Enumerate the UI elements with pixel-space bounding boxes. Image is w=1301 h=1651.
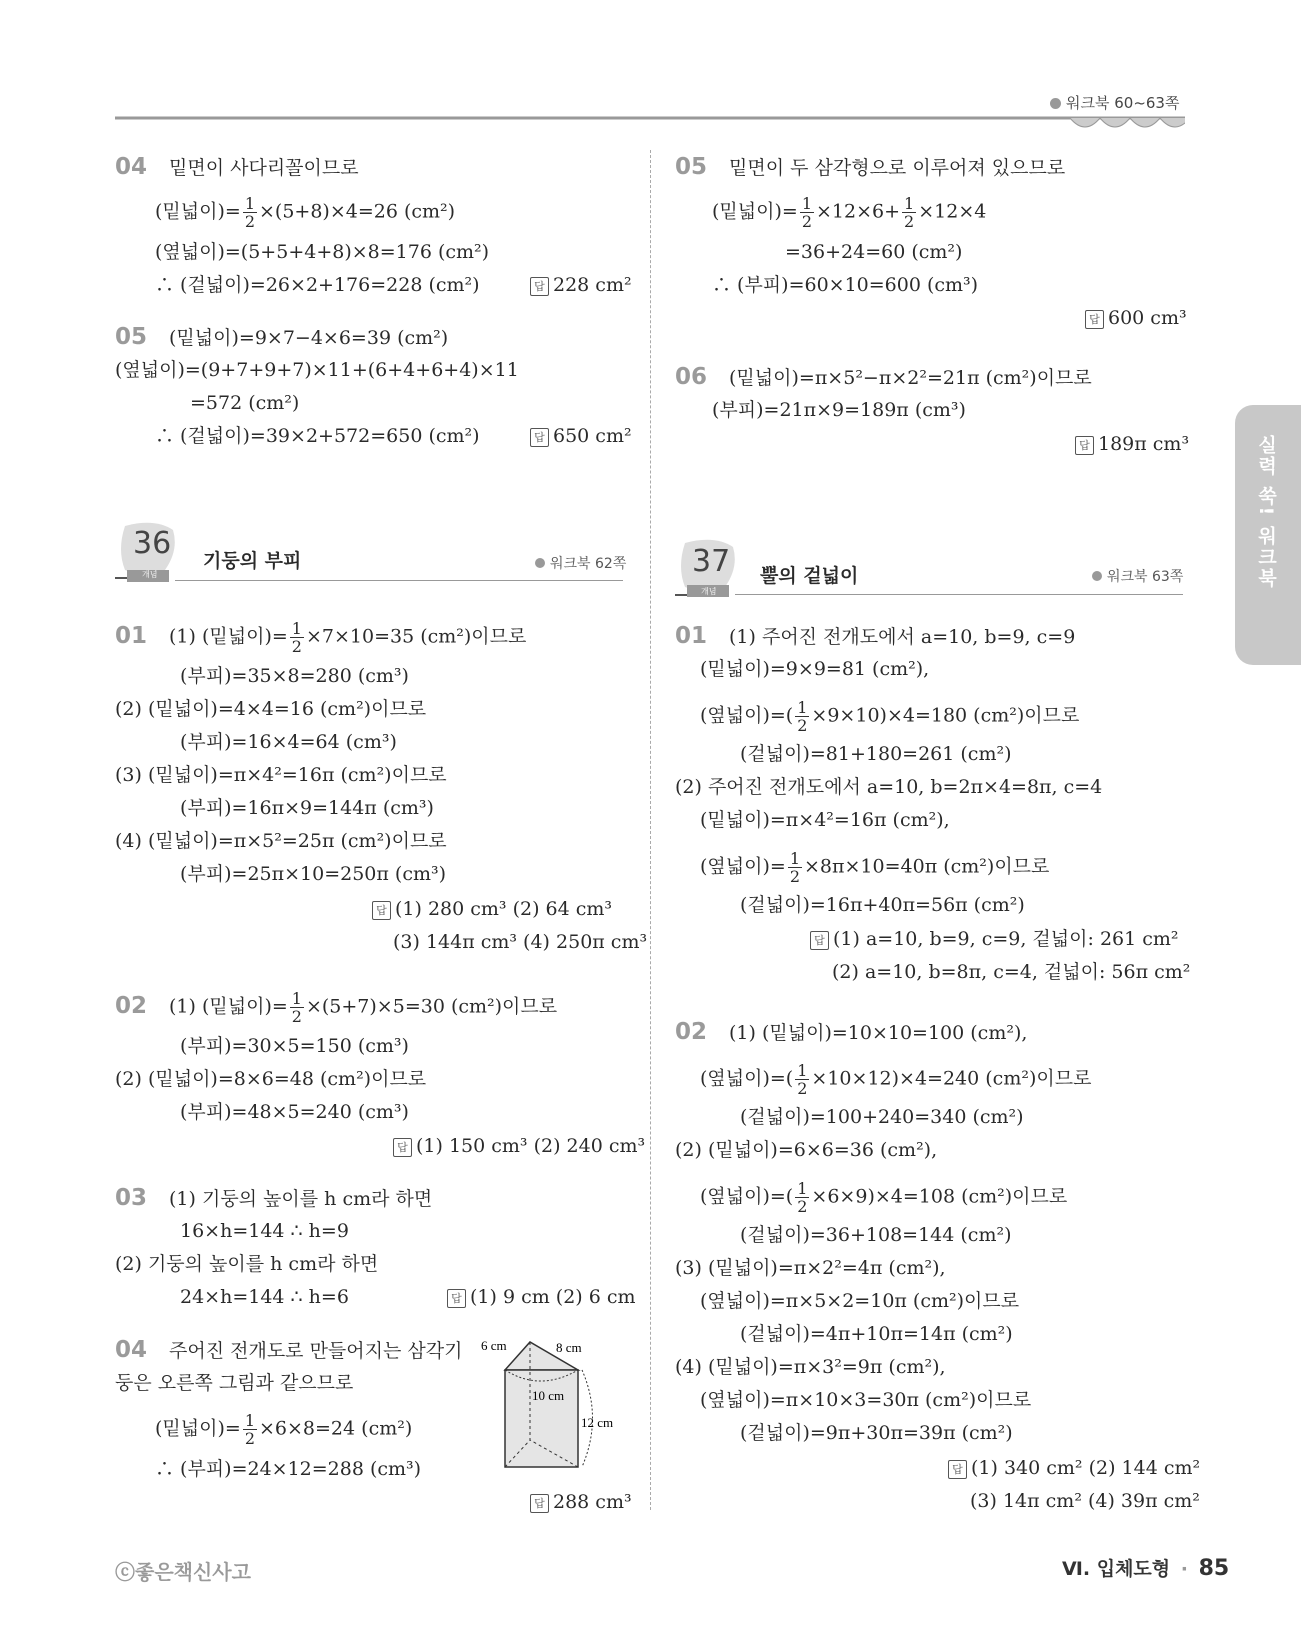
problem-line: 05 밑면이 두 삼각형으로 이루어져 있으므로 [675, 154, 1066, 180]
problem-line: (부피)=30×5=150 (cm³) [180, 1035, 409, 1057]
problem-line: 24×h=144 ∴ h=6 [180, 1286, 349, 1308]
footer-bullet: · [1180, 1558, 1188, 1580]
answer-mark: 답 [1085, 310, 1104, 329]
answer: 답 650 cm² [530, 424, 632, 448]
section-title: 기둥의 부피 [203, 550, 302, 572]
section-ref: 워크북 62쪽 [535, 553, 626, 573]
side-tab[interactable] [1235, 405, 1301, 665]
answer: (3) 14π cm² (4) 39π cm² [970, 1490, 1200, 1512]
header-ref: 워크북 60~63쪽 [1050, 92, 1179, 113]
problem-line: (옆넓이)= $\frac{1}{2}$ ×8π×10=40π (cm²)이므로 [700, 849, 1050, 886]
problem-line: (밑넓이)=π×4²=16π (cm²), [700, 809, 950, 831]
problem-line: (옆넓이)=( $\frac{1}{2}$ ×6×9)×4=108 (cm²)이므로 [700, 1179, 1068, 1216]
problem-line: 01 (1) 주어진 전개도에서 a=10, b=9, c=9 [675, 623, 1076, 649]
problem-line: (3) (밑넓이)=π×2²=4π (cm²), [675, 1257, 946, 1279]
problem-line: (밑넓이)=9×9=81 (cm²), [700, 658, 930, 680]
problem-line: (겉넓이)=9π+30π=39π (cm²) [740, 1422, 1013, 1444]
section-tag: 개념 [142, 570, 158, 579]
problem-line: ∴ (부피)=24×12=288 (cm³) [155, 1458, 422, 1480]
section-number: 37 [692, 544, 731, 579]
problem-line: =36+24=60 (cm²) [785, 241, 963, 263]
problem-line: 03 (1) 기둥의 높이를 h cm라 하면 [115, 1185, 433, 1211]
problem-line: 01 (1) (밑넓이)= $\frac{1}{2}$ ×7×10=35 (cm²)이므로 [115, 619, 527, 656]
label-12cm: 12 cm [581, 1415, 614, 1430]
problem-line: (옆넓이)=π×5×2=10π (cm²)이므로 [700, 1290, 1020, 1312]
triangular-prism-figure [478, 1330, 628, 1480]
fraction: $\frac{1}{2}$ [291, 989, 302, 1026]
problem-line: 04 밑면이 사다리꼴이므로 [115, 154, 359, 180]
problem-line: (겉넓이)=81+180=261 (cm²) [740, 743, 1012, 765]
problem-line: (부피)=35×8=280 (cm³) [180, 665, 409, 687]
answer: 답 (1) 280 cm³ (2) 64 cm³ [372, 897, 612, 921]
problem-line: (2) 주어진 전개도에서 a=10, b=2π×4=8π, c=4 [675, 776, 1103, 798]
answer: 답 (1) 340 cm² (2) 144 cm² [948, 1456, 1200, 1480]
problem-line: (겉넓이)=4π+10π=14π (cm²) [740, 1323, 1013, 1345]
answer: 답 (1) a=10, b=9, c=9, 겉넓이: 261 cm² [810, 927, 1179, 951]
problem-line: 02 (1) (밑넓이)=10×10=100 (cm²), [675, 1019, 1028, 1045]
page-number: 85 [1198, 1556, 1230, 1581]
fraction: $\frac{1}{2}$ [291, 619, 302, 656]
problem-line: (옆넓이)=( $\frac{1}{2}$ ×10×12)×4=240 (cm²)이므로 [700, 1061, 1092, 1098]
problem-line: (겉넓이)=16π+40π=56π (cm²) [740, 894, 1025, 916]
problem-line: (밑넓이)= $\frac{1}{2}$ ×6×8=24 (cm²) [155, 1411, 413, 1448]
problem-line: 02 (1) (밑넓이)= $\frac{1}{2}$ ×(5+7)×5=30 (cm²)이므로 [115, 989, 558, 1026]
answer-mark: 답 [393, 1138, 412, 1157]
problem-line: (겉넓이)=100+240=340 (cm²) [740, 1106, 1024, 1128]
answer-mark: 답 [447, 1289, 466, 1308]
section-rule [175, 580, 623, 581]
answer-mark: 답 [530, 428, 549, 447]
header-rule [115, 108, 1185, 138]
publisher-logo: ⓒ좋은책신사고 [115, 1560, 251, 1584]
footer-page [1062, 1554, 1229, 1581]
fraction: $\frac{1}{2}$ [244, 194, 255, 231]
problem-line: (옆넓이)=( $\frac{1}{2}$ ×9×10)×4=180 (cm²)이므로 [700, 698, 1080, 735]
fraction: $\frac{1}{2}$ [801, 194, 812, 231]
problem-line: (옆넓이)=(5+5+4+8)×8=176 (cm²) [155, 241, 490, 263]
section-number: 36 [133, 526, 172, 561]
problem-line: =572 (cm²) [190, 392, 300, 414]
answer-mark: 답 [530, 277, 549, 296]
problem-line: 둥은 오른쪽 그림과 같으므로 [115, 1372, 354, 1394]
problem-line: ∴ (부피)=60×10=600 (cm³) [712, 274, 979, 296]
section-ref: 워크북 63쪽 [1092, 566, 1183, 586]
problem-line: (부피)=25π×10=250π (cm³) [180, 863, 447, 885]
answer-mark: 답 [1075, 436, 1094, 455]
problem-line: ∴ (겉넓이)=39×2+572=650 (cm²) [155, 425, 480, 447]
column-divider [650, 150, 651, 1510]
problem-line: (2) (밑넓이)=8×6=48 (cm²)이므로 [115, 1068, 427, 1090]
answer-mark: 답 [372, 901, 391, 920]
fraction: $\frac{1}{2}$ [904, 194, 915, 231]
problem-line: (2) 기둥의 높이를 h cm라 하면 [115, 1253, 379, 1275]
problem-line: 16×h=144 ∴ h=9 [180, 1220, 349, 1242]
problem-line: (부피)=21π×9=189π (cm³) [712, 399, 966, 421]
label-6cm: 6 cm [481, 1338, 507, 1353]
section-rule [735, 594, 1183, 595]
problem-line: ∴ (겉넓이)=26×2+176=228 (cm²) [155, 274, 480, 296]
fraction: $\frac{1}{2}$ [797, 698, 808, 735]
chapter-label: Ⅵ. 입체도형 [1062, 1558, 1171, 1580]
answer: 답 (1) 150 cm³ (2) 240 cm³ [393, 1134, 645, 1158]
problem-line: (4) (밑넓이)=π×5²=25π (cm²)이므로 [115, 830, 447, 852]
answer: 답 228 cm² [530, 273, 632, 297]
fraction: $\frac{1}{2}$ [244, 1411, 255, 1448]
side-tab-label: 실력 쑥! 워크북 [1255, 435, 1277, 589]
problem-line: (부피)=48×5=240 (cm³) [180, 1101, 409, 1123]
answer: 답 288 cm³ [530, 1490, 632, 1514]
problem-line: (밑넓이)= $\frac{1}{2}$ ×(5+8)×4=26 (cm²) [155, 194, 456, 231]
problem-line: (4) (밑넓이)=π×3²=9π (cm²), [675, 1356, 946, 1378]
problem-line: (부피)=16×4=64 (cm³) [180, 731, 397, 753]
fraction: $\frac{1}{2}$ [789, 849, 800, 886]
answer: 답 600 cm³ [1085, 306, 1187, 330]
section-tag: 개념 [701, 587, 717, 596]
label-8cm: 8 cm [556, 1340, 582, 1355]
problem-line: (부피)=16π×9=144π (cm³) [180, 797, 434, 819]
problem-line: (옆넓이)=π×10×3=30π (cm²)이므로 [700, 1389, 1032, 1411]
answer-mark: 답 [810, 931, 829, 950]
problem-line: (겉넓이)=36+108=144 (cm²) [740, 1224, 1012, 1246]
answer: 답 (1) 9 cm (2) 6 cm [447, 1285, 636, 1309]
problem-line: 04 주어진 전개도로 만들어지는 삼각기 [115, 1337, 463, 1363]
label-10cm: 10 cm [532, 1388, 565, 1403]
section-title: 뿔의 겉넓이 [760, 565, 859, 587]
problem-line: (옆넓이)=(9+7+9+7)×11+(6+4+6+4)×11 [115, 359, 519, 381]
problem-line: (2) (밑넓이)=4×4=16 (cm²)이므로 [115, 698, 427, 720]
answer: (2) a=10, b=8π, c=4, 겉넓이: 56π cm² [832, 961, 1191, 983]
fraction: $\frac{1}{2}$ [797, 1179, 808, 1216]
problem-line: (2) (밑넓이)=6×6=36 (cm²), [675, 1139, 938, 1161]
answer-mark: 답 [530, 1494, 549, 1513]
problem-line: (밑넓이)= $\frac{1}{2}$ ×12×6+ $\frac{1}{2}$ ×12×4 [712, 194, 987, 231]
answer: 답 189π cm³ [1075, 432, 1189, 456]
fraction: $\frac{1}{2}$ [797, 1061, 808, 1098]
problem-line: (3) (밑넓이)=π×4²=16π (cm²)이므로 [115, 764, 447, 786]
problem-line: 06 (밑넓이)=π×5²−π×2²=21π (cm²)이므로 [675, 364, 1092, 390]
problem-line: 05 (밑넓이)=9×7−4×6=39 (cm²) [115, 324, 449, 350]
answer: (3) 144π cm³ (4) 250π cm³ [393, 931, 648, 953]
answer-mark: 답 [948, 1460, 967, 1479]
